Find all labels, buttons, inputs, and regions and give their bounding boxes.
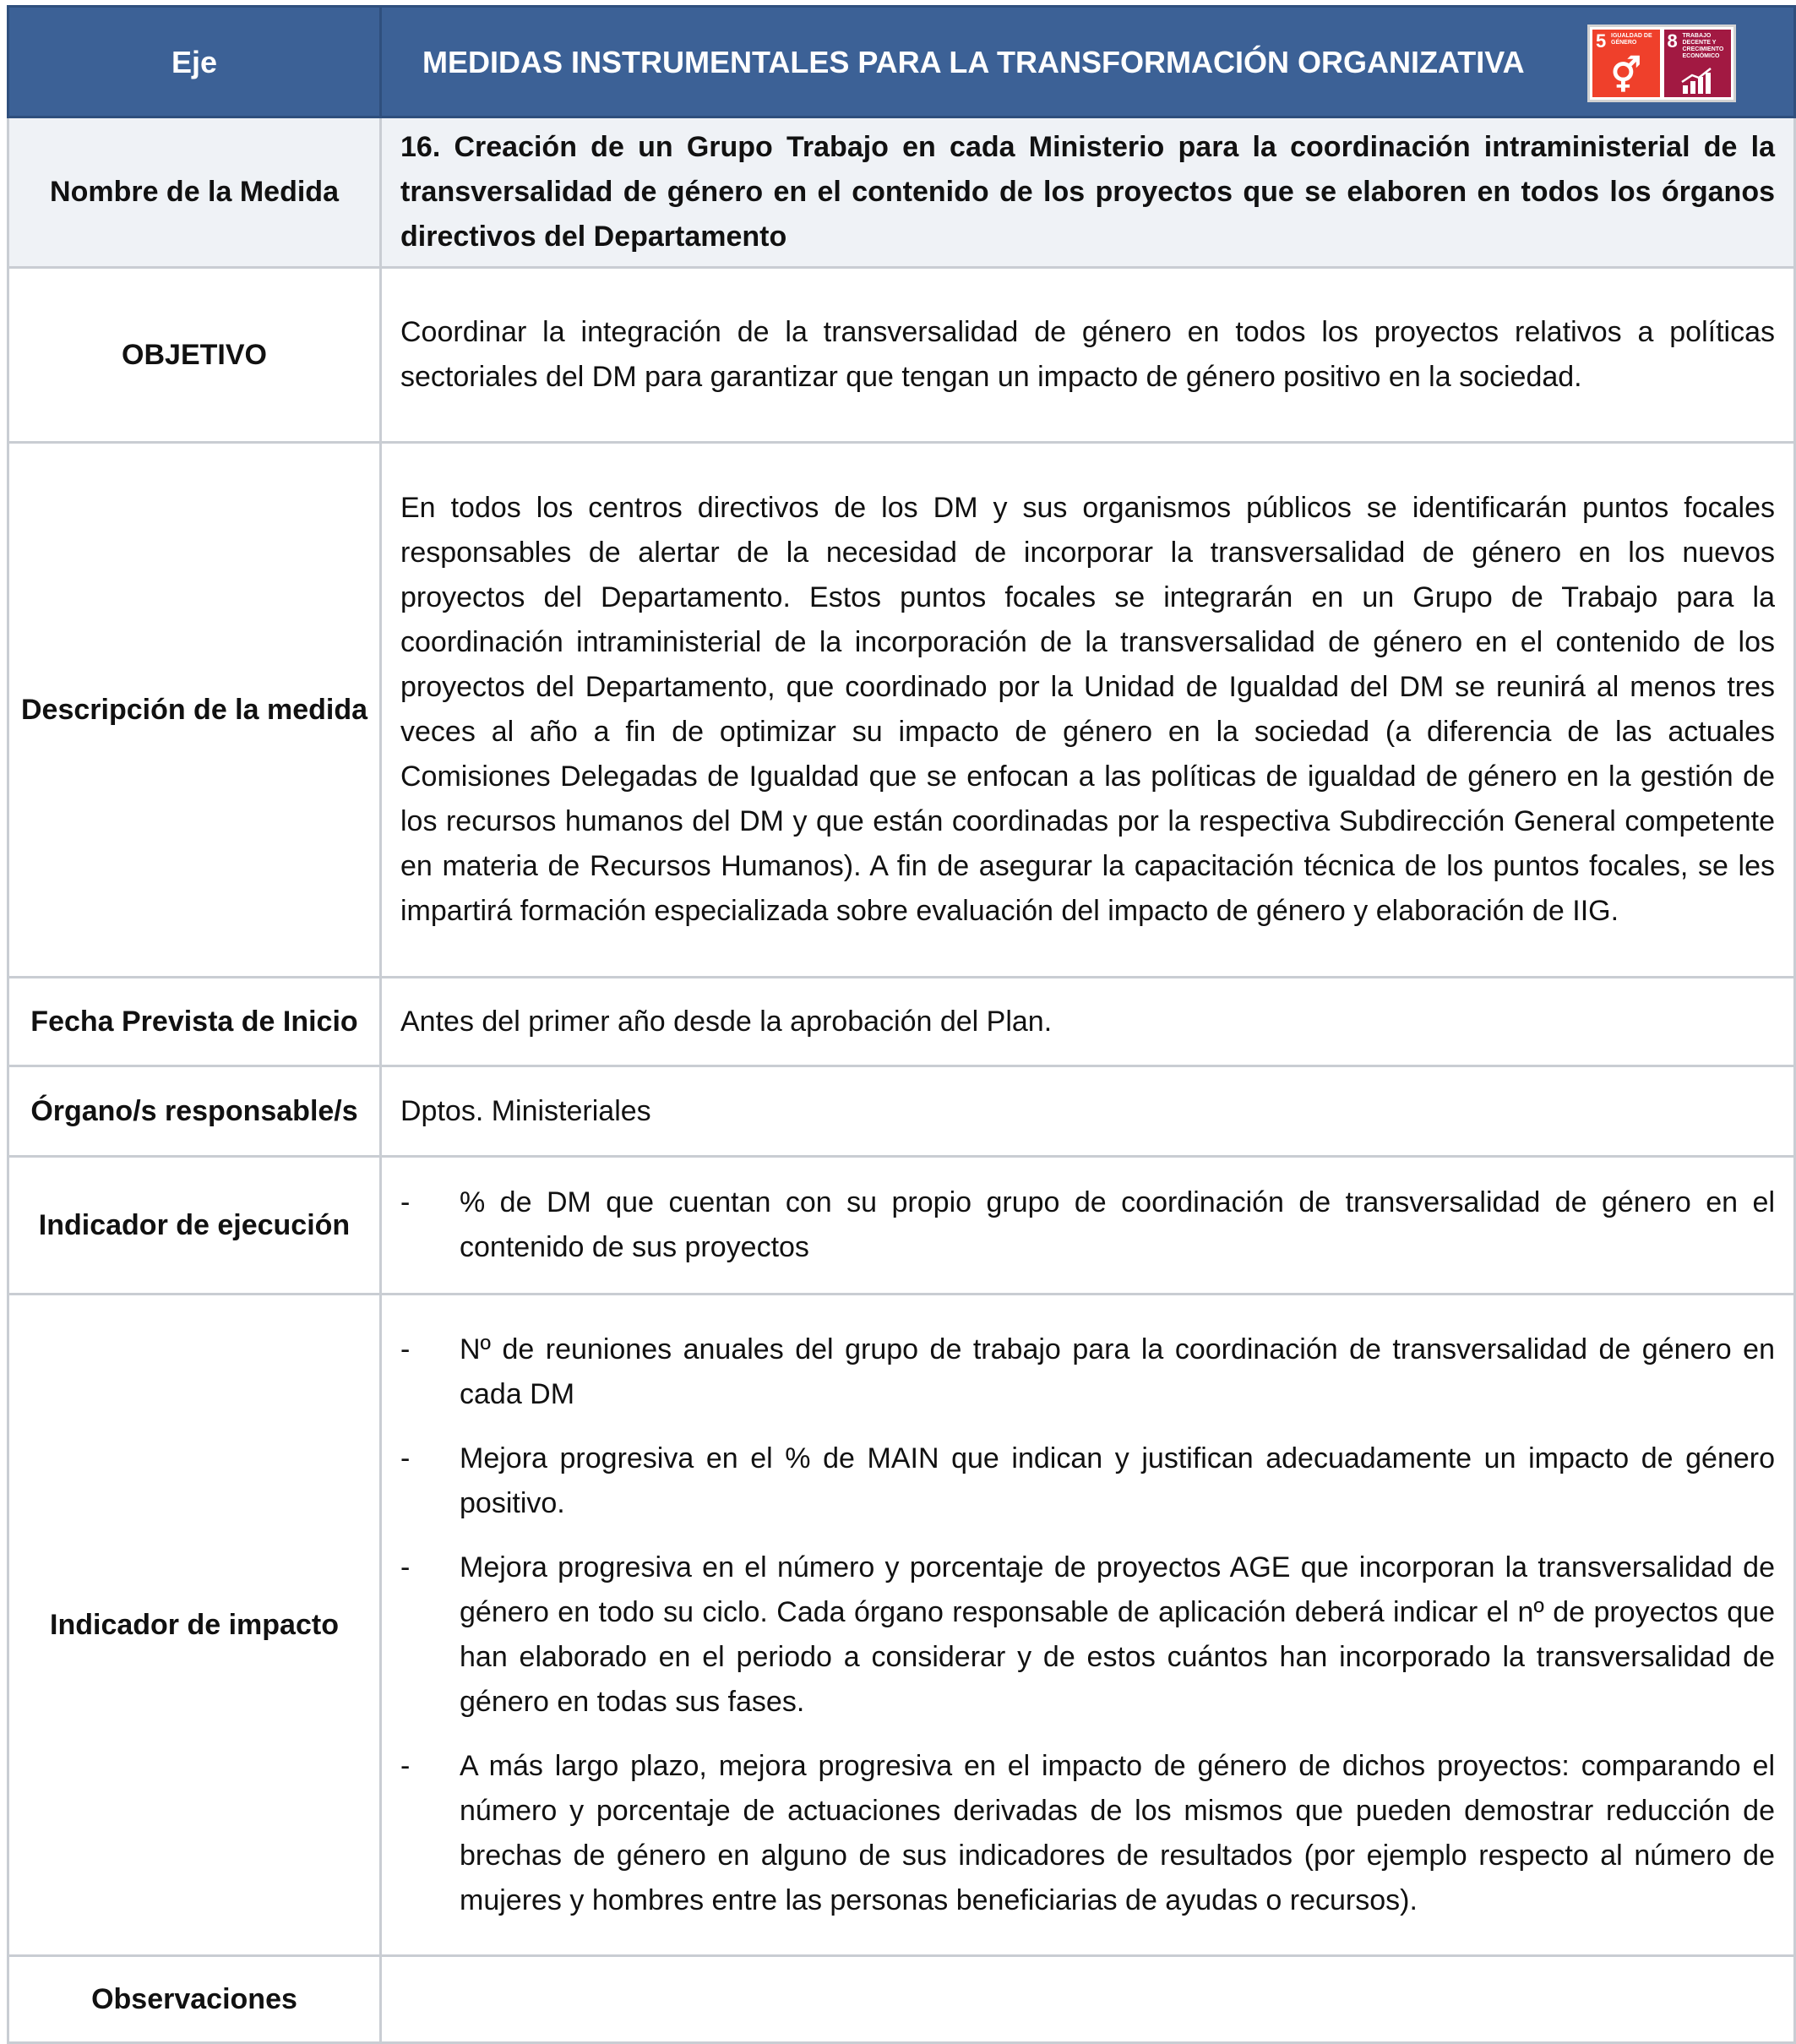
impact-indicator-list [400, 1327, 1775, 1923]
dash-bullet: - [400, 1749, 411, 1782]
dash-bullet: - [400, 1442, 411, 1474]
value-observations [381, 1956, 1795, 2043]
dash-bullet: - [400, 1333, 411, 1365]
row-start-date [8, 978, 1795, 1066]
header-row [8, 7, 1795, 117]
list-item-text: A más largo plazo, mejora progresiva en el impacto de género de dichos proyectos: comparando el número y porcentaje de actuaciones derivadas de los mismos que pueden demostrar reducción de brechas de género en alguno de sus indicadores de resultados (por ejemplo respecto al número de mujeres y hombres entre las personas beneficiarias de ayudas o recursos). [460, 1749, 1775, 1916]
label-start-date: Fecha Prevista de Inicio [8, 978, 381, 1066]
row-name [8, 117, 1795, 268]
header-title-cell [381, 7, 1795, 117]
list-item [400, 1327, 1775, 1417]
value-execution-indicator [381, 1157, 1795, 1295]
header-axis: Eje [8, 7, 381, 117]
row-objective [8, 268, 1795, 443]
sdg-8-badge [1664, 30, 1732, 97]
gender-equality-icon: ⚥ [1610, 57, 1641, 95]
sdg-8-number: 8 [1667, 30, 1678, 52]
list-item [400, 1436, 1775, 1526]
list-item-text: Nº de reuniones anuales del grupo de trabajo para la coordinación de transversalidad de género en cada DM [460, 1333, 1775, 1410]
row-execution-indicator [8, 1157, 1795, 1295]
measure-table [7, 5, 1796, 2044]
dash-bullet: - [400, 1551, 411, 1583]
row-responsible [8, 1066, 1795, 1157]
value-impact-indicator [381, 1295, 1795, 1956]
row-impact-indicator [8, 1295, 1795, 1956]
execution-indicator-list [400, 1180, 1775, 1270]
label-observations: Observaciones [8, 1956, 381, 2043]
list-item-text: Mejora progresiva en el número y porcentaje de proyectos AGE que incorporan la transversalidad de género en todo su ciclo. Cada órgano responsable de aplicación deberá indicar el nº de proyectos que han elaborado en el periodo a considerar y de estos cuántos han incorporado la transversalidad de género en todas sus fases. [460, 1551, 1775, 1718]
sdg-5-number: 5 [1596, 30, 1607, 52]
label-execution-indicator: Indicador de ejecución [8, 1157, 381, 1295]
list-item [400, 1545, 1775, 1725]
sdg-5-label: IGUALDAD DE GÉNERO [1611, 33, 1652, 46]
value-description: En todos los centros directivos de los DM y sus organismos públicos se identificarán puntos focales responsables de alertar de la necesidad de incorporar la transversalidad de género en los nuevos proyectos del Departamento. Estos puntos focales se integrarán en un Grupo de Trabajo para la coordinación intraministerial de la incorporación de la transversalidad de género en el contenido de los proyectos del Departamento, que coordinado por la Unidad de Igualdad del DM se reunirá al menos tres veces al año a fin de optimizar su impacto de género en la sociedad (a diferencia de las actuales Comisiones Delegadas de Igualdad que se enfocan a las políticas de igualdad de género en la gestión de los recursos humanos del DM y que están coordinadas por la respectiva Subdirección General competente en materia de Recursos Humanos). A fin de asegurar la capacitación técnica de los puntos focales, se les impartirá formación especializada sobre evaluación del impacto de género y elaboración de IIG. [381, 443, 1795, 978]
value-name: 16. Creación de un Grupo Trabajo en cada Ministerio para la coordinación intraministerial de la transversalidad de género en el contenido de los proyectos que se elaboren en todos los órganos directivos del Departamento [381, 117, 1795, 268]
growth-chart-icon [1664, 57, 1732, 95]
label-responsible: Órgano/s responsable/s [8, 1066, 381, 1157]
value-responsible: Dptos. Ministeriales [381, 1066, 1795, 1157]
sdg-8-label: TRABAJO DECENTE Y CRECIMIENTO ECONÓMICO [1682, 33, 1724, 59]
dash-bullet: - [400, 1186, 411, 1218]
sdg-5-badge [1592, 30, 1660, 97]
value-start-date: Antes del primer año desde la aprobación del Plan. [381, 978, 1795, 1066]
header-title: MEDIDAS INSTRUMENTALES PARA LA TRANSFORMACIÓN ORGANIZATIVA [422, 44, 1525, 79]
list-item-text: % de DM que cuentan con su propio grupo de coordinación de transversalidad de género en el contenido de sus proyectos [460, 1186, 1775, 1263]
row-description [8, 443, 1795, 978]
label-objective: OBJETIVO [8, 268, 381, 443]
list-item-text: Mejora progresiva en el % de MAIN que indican y justifican adecuadamente un impacto de género positivo. [460, 1442, 1775, 1519]
list-item [400, 1180, 1775, 1270]
sdg-icons [1587, 25, 1736, 102]
row-observations [8, 1956, 1795, 2043]
label-impact-indicator: Indicador de impacto [8, 1295, 381, 1956]
label-name: Nombre de la Medida [8, 117, 381, 268]
value-objective: Coordinar la integración de la transversalidad de género en todos los proyectos relativos a políticas sectoriales del DM para garantizar que tengan un impacto de género positivo en la sociedad. [381, 268, 1795, 443]
list-item [400, 1744, 1775, 1923]
label-description: Descripción de la medida [8, 443, 381, 978]
measure-sheet [7, 5, 1793, 2044]
